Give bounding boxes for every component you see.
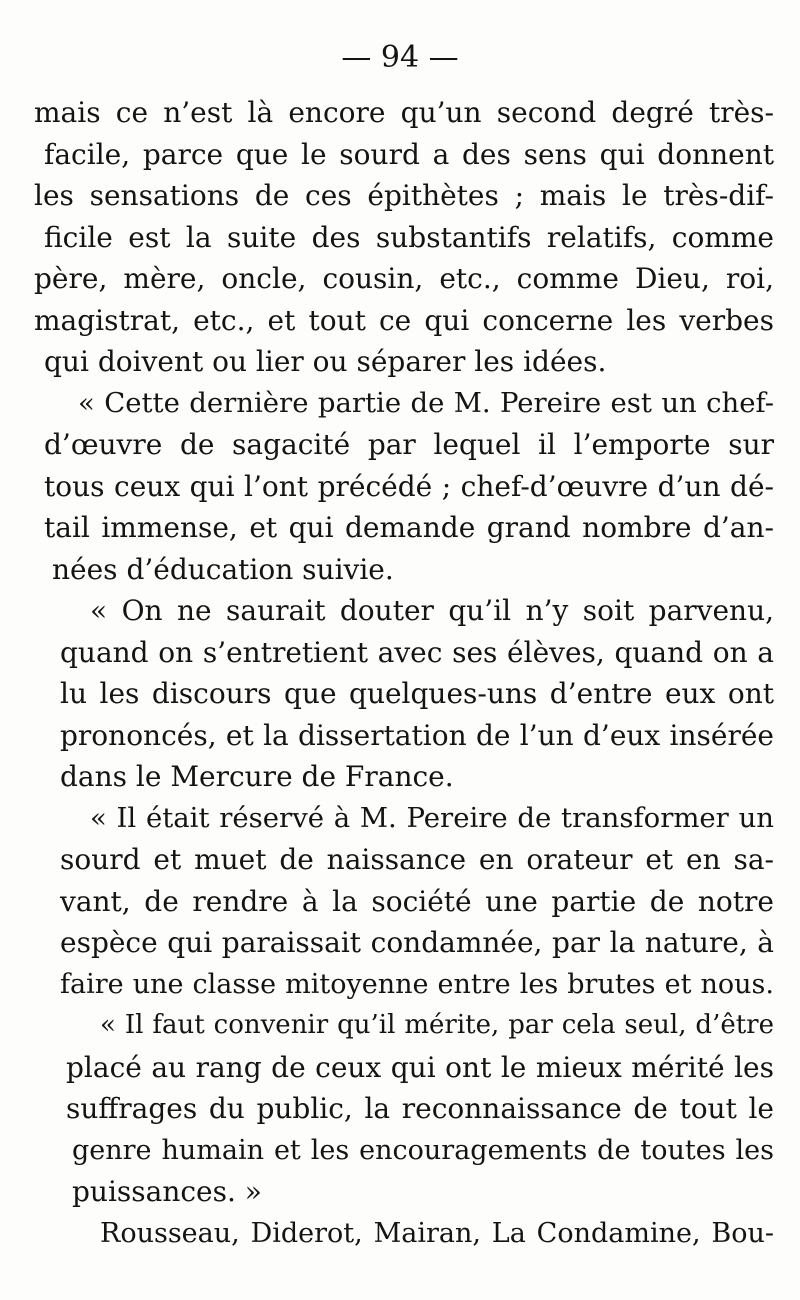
text-line-17: dans le Mercure de France. bbox=[60, 760, 454, 793]
text-line-9: d’œuvre de sagacité par lequel il l’emporte sur bbox=[44, 428, 774, 461]
text-line-15: lu les discours que quelques-uns d’entre eux ont bbox=[60, 677, 774, 710]
text-line-20: vant, de rendre à la société une partie de notre bbox=[60, 884, 774, 918]
text-line-5: père, mère, oncle, cousin, etc., comme Dieu, roi, bbox=[34, 262, 774, 295]
text-line-26: genre humain et les encouragements de toutes les bbox=[72, 1134, 774, 1166]
text-line-18: « Il était réservé à M. Pereire de transformer un bbox=[90, 801, 774, 834]
text-line-27: puissances. » bbox=[72, 1175, 262, 1208]
text-line-19: sourd et muet de naissance en orateur et en sa- bbox=[60, 843, 774, 876]
text-line-8: « Cette dernière partie de M. Pereire est un chef- bbox=[78, 386, 774, 419]
text-line-13: « On ne saurait douter qu’il n’y soit parvenu, bbox=[90, 594, 774, 627]
text-line-11: tail immense, et qui demande grand nombre d’an- bbox=[44, 511, 774, 544]
text-line-28: Rousseau, Diderot, Mairan, La Condamine, Bou- bbox=[100, 1217, 774, 1249]
text-line-1: mais ce n’est là encore qu’un second degré très- bbox=[34, 96, 774, 129]
body-text bbox=[34, 92, 774, 1254]
text-line-6: magistrat, etc., et tout ce qui concerne les verbes bbox=[34, 303, 774, 337]
text-line-25: suffrages du public, la reconnaissance de tout le bbox=[66, 1092, 774, 1125]
text-line-21: espèce qui paraissait condamnée, par la nature, à bbox=[60, 926, 774, 959]
text-line-24: placé au rang de ceux qui ont le mieux mérité les bbox=[66, 1050, 774, 1084]
text-line-7: qui doivent ou lier ou séparer les idées. bbox=[44, 345, 607, 378]
page-number: — 94 — bbox=[341, 40, 459, 75]
text-line-2: facile, parce que le sourd a des sens qui donnent bbox=[44, 137, 774, 171]
text-line-23: « Il faut convenir qu’il mérite, par cela seul, d’être bbox=[100, 1010, 774, 1040]
text-line-10: tous ceux qui l’ont précédé ; chef-d’œuvre d’un dé- bbox=[44, 469, 774, 503]
text-line-12: nées d’éducation suivie. bbox=[52, 552, 394, 586]
text-line-22: faire une classe mitoyenne entre les brutes et nous. bbox=[60, 968, 774, 1000]
text-line-14: quand on s’entretient avec ses élèves, quand on a bbox=[60, 635, 774, 669]
text-line-16: prononcés, et la dissertation de l’un d’eux insérée bbox=[60, 718, 774, 752]
text-line-4: ficile est la suite des substantifs relatifs, comme bbox=[44, 220, 774, 254]
text-line-3: les sensations de ces épithètes ; mais le très-dif- bbox=[34, 179, 774, 212]
